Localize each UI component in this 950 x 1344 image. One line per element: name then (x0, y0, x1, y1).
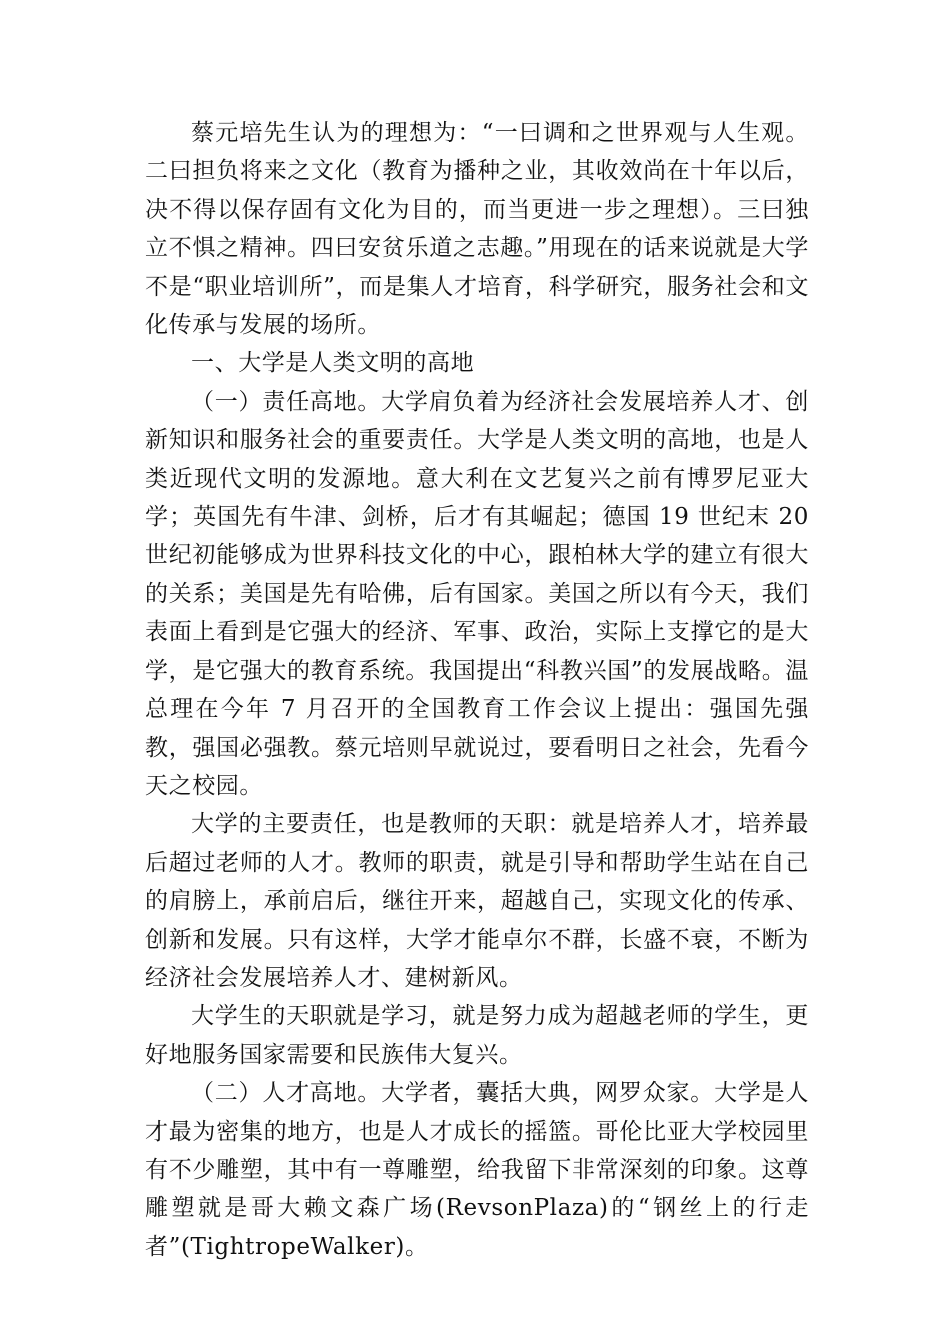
paragraph-student-duty: 大学生的天职就是学习，就是努力成为超越老师的学生，更好地服务国家需要和民族伟大复兴。 (145, 1003, 809, 1068)
paragraph-responsibility-highland: （一）责任高地。大学肩负着为经济社会发展培养人才、创新知识和服务社会的重要责任。大学是人类文明的高地，也是人类近现代文明的发源地。意大利在文艺复兴之前有博罗尼亚大学；英国先有牛津、剑桥，后才有其崛起；德国 19 世纪末 20 世纪初能够成为世界科技文化的中心，跟柏林大学的建立有很大的关系；美国是先有哈佛，后有国家。美国之所以有今天，我们表面上看到是它强大的经济、军事、政治，实际上支撑它的是大学，是它强大的教育系统。我国提出“科教兴国”的发展战略。温总理在今年 7 月召开的全国教育工作会议上提出：强国先强教，强国必强教。蔡元培则早就说过，要看明日之社会，先看今天之校园。 (145, 388, 809, 799)
paragraph-teacher-duty: 大学的主要责任，也是教师的天职：就是培养人才，培养最后超过老师的人才。教师的职责，就是引导和帮助学生站在自己的肩膀上，承前启后，继往开来，超越自己，实现文化的传承、创新和发展。只有这样，大学才能卓尔不群，长盛不衰，不断为经济社会发展培养人才、建树新风。 (145, 811, 809, 991)
paragraph-talent-highland: （二）人才高地。大学者，囊括大典，网罗众家。大学是人才最为密集的地方，也是人才成长的摇篮。哥伦比亚大学校园里有不少雕塑，其中有一尊雕塑，给我留下非常深刻的印象。这尊雕塑就是哥大赖文森广场(RevsonPlaza)的“钢丝上的行走者”(TightropeWalker)。 (145, 1080, 809, 1260)
paragraph-cai-yuanpei-ideals: 蔡元培先生认为的理想为：“一曰调和之世界观与人生观。二曰担负将来之文化（教育为播种之业，其收效尚在十年以后，决不得以保存固有文化为目的，而当更进一步之理想）。三曰独立不惧之精神。四曰安贫乐道之志趣。”用现在的话来说就是大学不是“职业培训所”，而是集人才培育，科学研究，服务社会和文化传承与发展的场所。 (145, 120, 809, 339)
document-body (145, 114, 809, 1266)
section-heading-civilization-highland: 一、大学是人类文明的高地 (191, 350, 475, 377)
